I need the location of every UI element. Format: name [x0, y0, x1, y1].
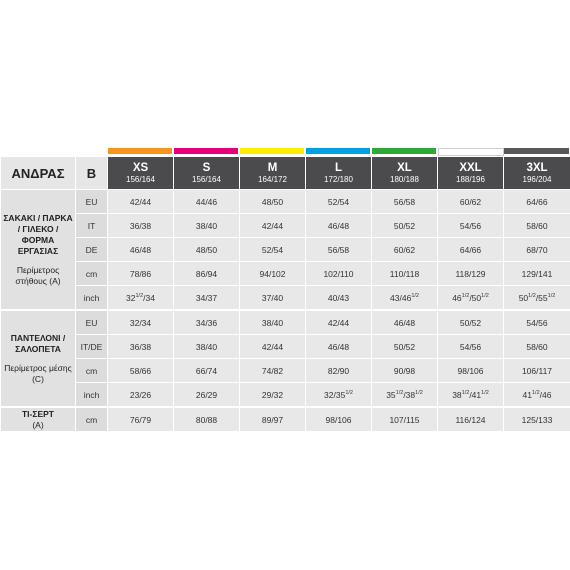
size-value-l: 52/54 — [306, 190, 372, 214]
size-value-3xl: 58/60 — [504, 335, 570, 359]
size-value-m: 29/32 — [240, 383, 306, 408]
size-value-s: 86/94 — [174, 262, 240, 286]
size-value-xxl: 116/124 — [438, 407, 504, 432]
size-value-xxl: 118/129 — [438, 262, 504, 286]
size-value-xs: 76/79 — [108, 407, 174, 432]
size-value-xl: $35^{1/2}/38^{1/2}$ — [372, 383, 438, 408]
table-row — [1, 407, 570, 432]
size-value-xl: 50/52 — [372, 335, 438, 359]
size-color-stripes — [0, 148, 570, 156]
size-value-xs: 42/44 — [108, 190, 174, 214]
size-header-s — [174, 157, 240, 190]
size-value-s: 38/40 — [174, 335, 240, 359]
table-row — [1, 335, 570, 359]
size-value-xxl: 50/52 — [438, 310, 504, 335]
height-range: 156/164 — [192, 174, 221, 184]
height-range: 188/196 — [456, 174, 485, 184]
size-header-xxl — [438, 157, 504, 190]
size-label: XXL — [459, 161, 482, 174]
table-row — [1, 214, 570, 238]
size-value-m: 89/97 — [240, 407, 306, 432]
size-value-3xl: 64/66 — [504, 190, 570, 214]
size-value-l: 102/110 — [306, 262, 372, 286]
measurement-label: Περίμετρος μέσης (C) — [4, 362, 72, 384]
size-label: M — [267, 161, 278, 174]
height-range: 156/164 — [126, 174, 155, 184]
header-row — [1, 157, 570, 190]
unit-label: cm — [76, 359, 108, 383]
category-header: ΑΝΔΡΑΣ — [1, 157, 76, 190]
size-value-s: 66/74 — [174, 359, 240, 383]
unit-header: B — [76, 157, 108, 190]
size-value-xl: 110/118 — [372, 262, 438, 286]
unit-label: EU — [76, 310, 108, 335]
size-value-l: 46/48 — [306, 335, 372, 359]
size-value-xxl: 64/66 — [438, 238, 504, 262]
unit-label: inch — [76, 383, 108, 408]
size-label: XS — [132, 161, 149, 174]
size-header-m — [240, 157, 306, 190]
size-value-xs: 23/26 — [108, 383, 174, 408]
size-value-m: 42/44 — [240, 214, 306, 238]
size-value-xl: $43/46^{1/2}$ — [372, 286, 438, 311]
size-value-3xl: 106/117 — [504, 359, 570, 383]
size-value-3xl: 125/133 — [504, 407, 570, 432]
garment-category — [1, 310, 76, 407]
unit-label: EU — [76, 190, 108, 214]
size-value-m: 94/102 — [240, 262, 306, 286]
size-value-3xl: $41^{1/2}/46$ — [504, 383, 570, 408]
table-row — [1, 238, 570, 262]
size-value-l: 82/90 — [306, 359, 372, 383]
size-value-xs: 78/86 — [108, 262, 174, 286]
size-value-m: 74/82 — [240, 359, 306, 383]
unit-label: DE — [76, 238, 108, 262]
size-value-3xl: 129/141 — [504, 262, 570, 286]
height-range: 196/204 — [522, 174, 552, 184]
table-row — [1, 286, 570, 311]
size-value-l: 98/106 — [306, 407, 372, 432]
size-stripe-xs — [108, 148, 172, 154]
table-row — [1, 310, 570, 335]
size-value-s: 26/29 — [174, 383, 240, 408]
size-header-l — [306, 157, 372, 190]
size-value-m: 52/54 — [240, 238, 306, 262]
size-value-xs: 36/38 — [108, 335, 174, 359]
unit-label: inch — [76, 286, 108, 311]
height-range: 180/188 — [390, 174, 419, 184]
size-value-xl: 90/98 — [372, 359, 438, 383]
size-value-xl: 60/62 — [372, 238, 438, 262]
size-chart-body — [1, 190, 570, 432]
size-value-s: 38/40 — [174, 214, 240, 238]
size-stripe-xxl — [438, 148, 504, 156]
size-value-xxl: $46^{1/2}/50^{1/2}$ — [438, 286, 504, 311]
size-value-m: 48/50 — [240, 190, 306, 214]
size-stripe-s — [174, 148, 238, 154]
table-row — [1, 383, 570, 408]
size-stripe-3xl — [504, 148, 569, 154]
size-value-xs: $32^{1/2}/34$ — [108, 286, 174, 311]
size-value-m: 38/40 — [240, 310, 306, 335]
unit-label: cm — [76, 407, 108, 432]
table-row — [1, 359, 570, 383]
size-value-3xl: 68/70 — [504, 238, 570, 262]
unit-label: IT/DE — [76, 335, 108, 359]
size-stripe-m — [240, 148, 304, 154]
size-value-xs: 32/34 — [108, 310, 174, 335]
garment-category — [1, 407, 76, 432]
size-value-3xl: $50^{1/2}/55^{1/2}$ — [504, 286, 570, 311]
size-value-l: $32/35^{1/2}$ — [306, 383, 372, 408]
size-value-l: 46/48 — [306, 214, 372, 238]
size-value-m: 37/40 — [240, 286, 306, 311]
size-value-xs: 58/66 — [108, 359, 174, 383]
size-value-s: 48/50 — [174, 238, 240, 262]
garment-title: ΠΑΝΤΕΛΟΝΙ / ΣΑΛΟΠΕΤΑ — [10, 332, 66, 354]
size-value-s: 44/46 — [174, 190, 240, 214]
size-value-xl: 46/48 — [372, 310, 438, 335]
garment-title: ΤΙ-ΣΕΡΤ — [21, 408, 55, 419]
size-value-xl: 50/52 — [372, 214, 438, 238]
size-header-xs — [108, 157, 174, 190]
size-chart-table — [0, 156, 570, 432]
size-value-xs: 36/38 — [108, 214, 174, 238]
table-row — [1, 190, 570, 214]
size-value-3xl: 54/56 — [504, 310, 570, 335]
measurement-label: Περίμετρος στήθους (A) — [15, 264, 61, 286]
size-label: 3XL — [526, 161, 548, 174]
size-stripe-xl — [372, 148, 436, 154]
unit-label: cm — [76, 262, 108, 286]
size-value-xxl: 54/56 — [438, 335, 504, 359]
size-value-xxl: 98/106 — [438, 359, 504, 383]
garment-category — [1, 190, 76, 311]
size-value-xxl: 60/62 — [438, 190, 504, 214]
size-value-s: 34/37 — [174, 286, 240, 311]
size-value-l: 56/58 — [306, 238, 372, 262]
size-label: XL — [397, 161, 412, 174]
size-value-s: 34/36 — [174, 310, 240, 335]
size-value-xxl: $38^{1/2}/41^{1/2}$ — [438, 383, 504, 408]
size-header-3xl — [504, 157, 570, 190]
size-value-3xl: 58/60 — [504, 214, 570, 238]
size-value-s: 80/88 — [174, 407, 240, 432]
size-value-xs: 46/48 — [108, 238, 174, 262]
table-row — [1, 262, 570, 286]
size-label: L — [334, 161, 343, 174]
size-value-l: 42/44 — [306, 310, 372, 335]
unit-label: IT — [76, 214, 108, 238]
size-value-l: 40/43 — [306, 286, 372, 311]
size-value-xl: 107/115 — [372, 407, 438, 432]
size-stripe-l — [306, 148, 370, 154]
measurement-label: (A) — [32, 419, 44, 430]
height-range: 164/172 — [258, 174, 287, 184]
size-value-xxl: 54/56 — [438, 214, 504, 238]
size-label: S — [202, 161, 211, 174]
size-header-xl — [372, 157, 438, 190]
height-range: 172/180 — [324, 174, 353, 184]
size-value-xl: 56/58 — [372, 190, 438, 214]
size-value-m: 42/44 — [240, 335, 306, 359]
garment-title: ΣΑΚΑΚΙ / ΠΑΡΚΑ / ΓΙΛΕΚΟ / ΦΟΡΜΑ ΕΡΓΑΣΙΑΣ — [3, 212, 73, 256]
